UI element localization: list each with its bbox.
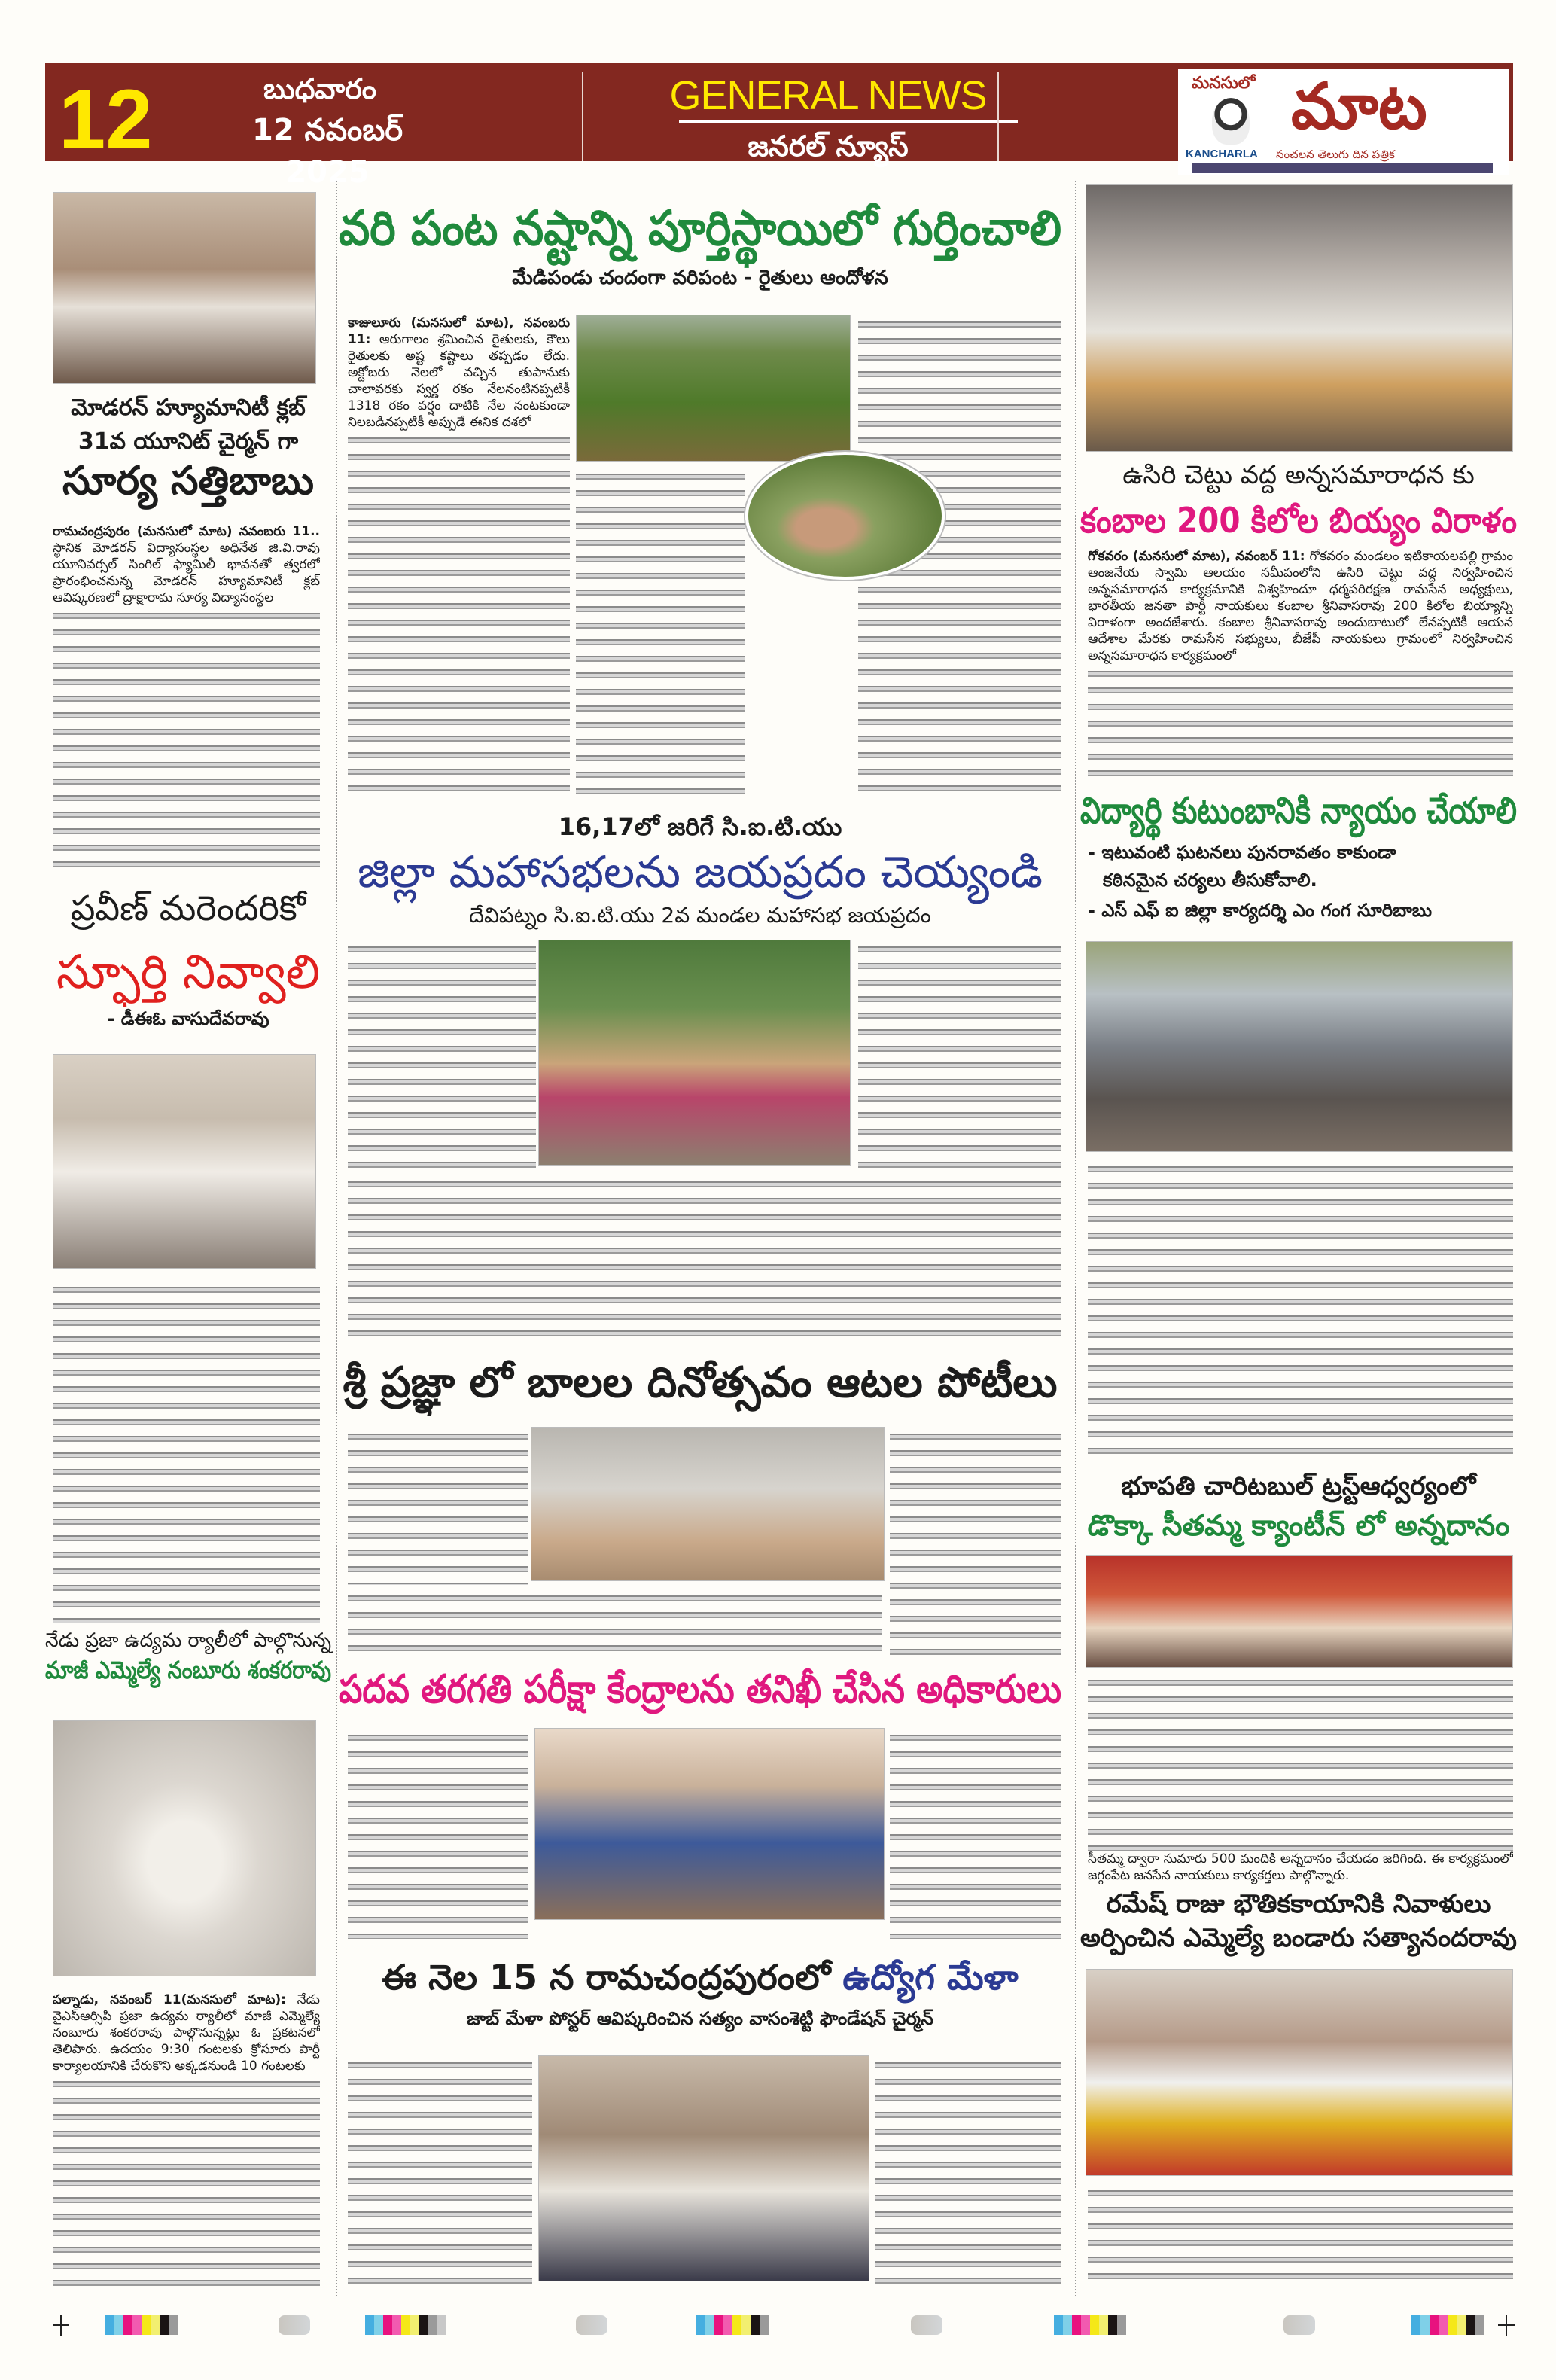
color-bar-swatch [132, 2315, 142, 2335]
text-fill [348, 1176, 1061, 1344]
paddy-body [348, 315, 570, 800]
jobmela-headline [339, 1958, 1061, 1998]
color-bar-swatch [392, 2315, 401, 2335]
color-bar-swatch [1054, 2315, 1063, 2335]
club-headline-2: 31వ యూనిట్ చైర్మన్ గా [78, 428, 299, 455]
exams-body-2 [890, 1728, 1061, 1939]
rice-headline-1: ఉసిరి చెట్టు వద్ద అన్నసమారాధన కు [1122, 460, 1475, 490]
color-bar-swatch [142, 2315, 151, 2335]
color-bar-swatch [160, 2315, 169, 2335]
paddy-closeup-photo [745, 452, 945, 580]
rally-body [53, 1991, 320, 2289]
grey-bar-swatch [911, 2315, 942, 2335]
color-bar-swatch [401, 2315, 410, 2335]
text-fill [348, 941, 536, 1169]
exams-photo [534, 1728, 885, 1920]
text-fill [890, 1428, 1061, 1656]
jobmela-headline-b: ఉద్యోగ మేళా [842, 1957, 1019, 1998]
column-rule [1075, 181, 1076, 2296]
paddy-subheadline: మేడిపండు చందంగా వరిపంట - రైతులు ఆందోళన [512, 267, 888, 289]
dateline: పల్నాడు, నవంబర్ 11(మనసులో మాట): [53, 1992, 286, 2007]
citu-subheadline: దేవిపట్నం సి.ఐ.టి.యు 2వ మండల మహాసభ జయప్రదం [469, 903, 931, 928]
color-bar-swatch [1475, 2315, 1484, 2335]
color-bar-swatch [437, 2315, 446, 2335]
color-bar-swatch [705, 2315, 714, 2335]
color-bar-swatch [123, 2315, 132, 2335]
text-fill [53, 608, 320, 877]
sports-headline: శ్రీ ప్రజ్ఞా లో బాలల దినోత్సవం ఆటల పోటీలు [343, 1358, 1058, 1407]
text-fill [875, 2057, 1061, 2289]
article-text: నేడు వైఎస్ఆర్సిపి ప్రజా ఉద్యమ ర్యాలీలో మాజీ ఎమ్మెల్యే నంబూరు శంకరరావు పాల్గొనున్నట్లు ఓ ప్రకటనలో తెలిపారు. ఉదయం 9:30 గంటలకు క్రోసూరు పార్టీ కార్యాలయానికి చేరుకొని అక్కడనుండి 10 గంటలకు [53, 1992, 320, 2074]
jobmela-body [348, 2055, 532, 2289]
citu-body-2 [858, 940, 1061, 1169]
text-fill [53, 1281, 320, 1623]
citu-headline: జిల్లా మహాసభలను జయప్రదం చెయ్యండి [357, 846, 1043, 897]
day-label: బుధవారం [263, 72, 377, 105]
text-fill [1088, 1675, 1513, 1851]
rally-headline-1: నేడు ప్రజా ఉద్యమ ర్యాలీలో పాల్గొనున్న [45, 1629, 331, 1652]
deo-headline-1: ప్రవీణ్ మరెందరికో [70, 888, 306, 928]
color-bar-swatch [723, 2315, 732, 2335]
canteen-headline-2: డొక్కా సీతమ్మ క్యాంటీన్ లో అన్నదానం [1087, 1509, 1510, 1542]
tribute-headline-2: అర్పించిన ఎమ్మెల్యే బండారు సత్యానందరావు [1080, 1923, 1517, 1953]
dateline: రామచంద్రపురం (మనసులో మాట) నవంబరు 11.. [53, 524, 320, 539]
student-bullet-1b: కఠినమైన చర్యలు తీసుకోవాలి. [1103, 870, 1317, 891]
color-bar-swatch [741, 2315, 751, 2335]
tribute-photo [1086, 1969, 1513, 2176]
logo-bar [1192, 163, 1493, 173]
tribute-body [1088, 2183, 1513, 2289]
color-bar-swatch [1411, 2315, 1420, 2335]
color-bar-swatch [1457, 2315, 1466, 2335]
text-fill [348, 1729, 528, 1939]
registration-mark-icon [60, 2315, 62, 2336]
color-bar-swatch [1430, 2315, 1439, 2335]
citu-photo [538, 940, 851, 1166]
color-bar-swatch [1448, 2315, 1457, 2335]
citu-kicker: 16,17లో జరిగే సి.ఐ.టి.యు [558, 812, 842, 841]
divider [997, 72, 999, 161]
exams-body [348, 1728, 528, 1939]
color-bar-swatch [1072, 2315, 1081, 2335]
club-headline-3: సూర్య సత్తిబాబు [62, 459, 314, 504]
deo-photo [53, 1054, 316, 1269]
divider [582, 72, 583, 161]
text-fill [53, 2076, 320, 2289]
rice-body [1088, 548, 1513, 785]
color-bar-swatch [760, 2315, 769, 2335]
color-bar-swatch [374, 2315, 383, 2335]
color-bar-swatch [1081, 2315, 1090, 2335]
color-bar-swatch [1099, 2315, 1108, 2335]
rally-photo [53, 1720, 316, 1976]
color-bar-swatch [1466, 2315, 1475, 2335]
student-bullet-1: - ఇటువంటి ఘటనలు పునరావతం కాకుండా [1088, 842, 1396, 863]
canteen-photo [1086, 1555, 1513, 1668]
registration-mark-icon [1506, 2315, 1507, 2336]
color-bar-swatch [419, 2315, 428, 2335]
portrait-icon [1212, 98, 1250, 145]
text-fill [348, 432, 570, 800]
color-bar-swatch [714, 2315, 723, 2335]
student-bullet-2: - ఎస్ ఎఫ్ ఐ జిల్లా కార్యదర్శి ఎం గంగ సూరిబాబు [1088, 900, 1433, 921]
section-title-en: GENERAL NEWS [669, 73, 987, 118]
color-bar-swatch [732, 2315, 741, 2335]
article-text: స్థానిక మోడరన్ విద్యాసంస్థల అధినేత జి.వి.రావు యూనివర్సల్ సింగిల్ ఫ్యామిలీ భావనతో త్వరలో ప్రారంభించనున్న మోడరన్ హ్యూమానిటీ క్లబ్ ఆవిష్కరణలో ద్రాక్షారామ సూర్య విద్యాసంస్థల [53, 541, 320, 605]
color-bar-swatch [696, 2315, 705, 2335]
deo-byline: - డీఈఓ వాసుదేవరావు [107, 1008, 269, 1029]
sports-photo [531, 1427, 885, 1581]
column-rule [336, 181, 337, 2296]
logo-main-text: మాట [1291, 69, 1427, 143]
grey-bar-swatch [1283, 2315, 1315, 2335]
grey-bar-swatch [576, 2315, 607, 2335]
club-body [53, 523, 320, 877]
paddy-field-photo [576, 315, 851, 462]
color-bar-swatch [365, 2315, 374, 2335]
color-bar-swatch [383, 2315, 392, 2335]
color-bar-swatch [114, 2315, 123, 2335]
color-bar-swatch [751, 2315, 760, 2335]
dateline: గోకవరం (మనసులో మాట), నవంబర్ 11: [1088, 549, 1305, 564]
citu-body-3 [348, 1175, 1061, 1344]
text-fill [348, 1428, 528, 1585]
deo-headline-2: స్ఫూర్తి నివ్వాలి [56, 944, 321, 999]
exams-headline: పదవ తరగతి పరీక్షా కేంద్రాలను తనిఖీ చేసిన అధికారులు [339, 1667, 1061, 1712]
canteen-body [1088, 1673, 1513, 1884]
jobmela-body-2 [875, 2055, 1061, 2289]
logo-brand: KANCHARLA [1186, 148, 1258, 160]
color-bar-swatch [428, 2315, 437, 2335]
sports-body-2 [890, 1427, 1061, 1656]
canteen-headline-1: భూపతి చారిటబుల్ ట్రస్ట్ఆధ్వర్యంలో [1121, 1471, 1476, 1501]
text-fill [1088, 1161, 1513, 1464]
section-title-te: జనరల్ న్యూస్ [748, 130, 909, 163]
text-fill [348, 1590, 882, 1656]
text-fill [890, 1729, 1061, 1939]
rice-headline-2: కంబాల 200 కిలోల బియ్యం విరాళం [1080, 500, 1517, 541]
text-fill [1088, 2185, 1513, 2289]
rally-headline-2: మాజీ ఎమ్మెల్యే నంబూరు శంకరరావు [45, 1656, 331, 1684]
sports-body-3 [348, 1589, 882, 1656]
citu-body [348, 940, 536, 1169]
deo-body [53, 1280, 320, 1623]
logo-small-text: మనసులో [1192, 74, 1256, 93]
text-fill [1088, 666, 1513, 785]
masthead [45, 63, 1513, 190]
dateline: కాజులూరు (మనసులో మాట), నవంబరు 11: [348, 315, 570, 347]
paddy-headline: వరి పంట నష్టాన్ని పూర్తిస్థాయిలో గుర్తించాలి [339, 201, 1061, 257]
color-bar-swatch [1090, 2315, 1099, 2335]
color-bar-swatch [1117, 2315, 1126, 2335]
sports-body [348, 1427, 528, 1585]
tribute-headline-1: రమేష్ రాజు భౌతికకాయానికి నివాళులు [1106, 1889, 1491, 1919]
newspaper-logo [1178, 69, 1509, 175]
date-label: 12 నవంబర్ 2025 [251, 113, 403, 190]
color-bar-swatch [151, 2315, 160, 2335]
jobmela-photo [538, 2055, 869, 2281]
club-headline-1: మోడరన్ హ్యూమానిటీ క్లబ్ [71, 395, 306, 421]
grey-bar-swatch [279, 2315, 310, 2335]
color-bar-swatch [1063, 2315, 1072, 2335]
text-fill [576, 468, 745, 802]
color-bar-swatch [410, 2315, 419, 2335]
divider [679, 120, 1018, 123]
rice-donation-photo [1086, 184, 1513, 452]
color-bar-swatch [1439, 2315, 1448, 2335]
color-bar-swatch [1108, 2315, 1117, 2335]
logo-tagline: సంచలన తెలుగు దిన పత్రిక [1276, 148, 1395, 161]
jobmela-subheadline: జాబ్ మేళా పోస్టర్ ఆవిష్కరించిన సత్యం వాసంశెట్టి ఫౌండేషన్ చైర్మన్ [467, 2008, 933, 2029]
student-protest-photo [1086, 941, 1513, 1152]
color-bar-swatch [1420, 2315, 1430, 2335]
paddy-body-2 [576, 467, 745, 802]
club-photo [53, 192, 316, 384]
color-bar-swatch [105, 2315, 114, 2335]
student-headline: విద్యార్థి కుటుంబానికి న్యాయం చేయాలి [1080, 790, 1517, 832]
student-body [1088, 1160, 1513, 1464]
text-fill [348, 2057, 532, 2289]
color-bar-swatch [169, 2315, 178, 2335]
jobmela-headline-a: ఈ నెల 15 న రామచంద్రపురంలో [382, 1957, 831, 1998]
page-number: 12 [59, 72, 153, 166]
article-text: సీతమ్మ ద్వారా సుమారు 500 మందికి అన్నదానం చేయడం జరిగింది. ఈ కార్యక్రమంలో జగ్గంపేట జనసేన నాయకులు కార్యకర్తలు పాల్గొన్నారు. [1088, 1851, 1513, 1883]
article-text: ఆరుగాలం శ్రమించిన రైతులకు, కౌలు రైతులకు అష్ట కష్టాలు తప్పడం లేదు. అక్టోబరు నెలలో వచ్చిన తుపానుకు చాలావరకు స్వర్ణ రకం నేలనంటినప్పటికీ 1318 రకం వర్షం దాటికి నేల నంటకుండా నిలబడినప్పటికీ అప్పుడే ఈనిక దశలో [348, 332, 570, 430]
text-fill [858, 941, 1061, 1169]
article-text: గోకవరం మండలం ఇటికాయలపల్లి గ్రామం ఆంజనేయ స్వామి ఆలయం సమీపంలోని ఉసిరి చెట్టు వద్ద నిర్వహించిన అన్నసమారాధన కార్యక్రమానికి విశ్వహిందూ ధర్మపరిరక్షణ రామసేన అధ్యక్షులు, భారతీయ జనతా పార్టీ నాయకులు కంబాల శ్రీనివాసరావు 200 కిలోల బియ్యాన్ని విరాళంగా అందజేశారు. కంబాల శ్రీనివాసరావు అందుబాటులో లేనప్పటికీ ఆయన ఆదేశాల మేరకు రామసేన సభ్యులు, బీజేపీ నాయకులు గ్రామంలో నిర్వహించిన అన్నసమారాధన కార్యక్రమంలో [1088, 549, 1513, 663]
